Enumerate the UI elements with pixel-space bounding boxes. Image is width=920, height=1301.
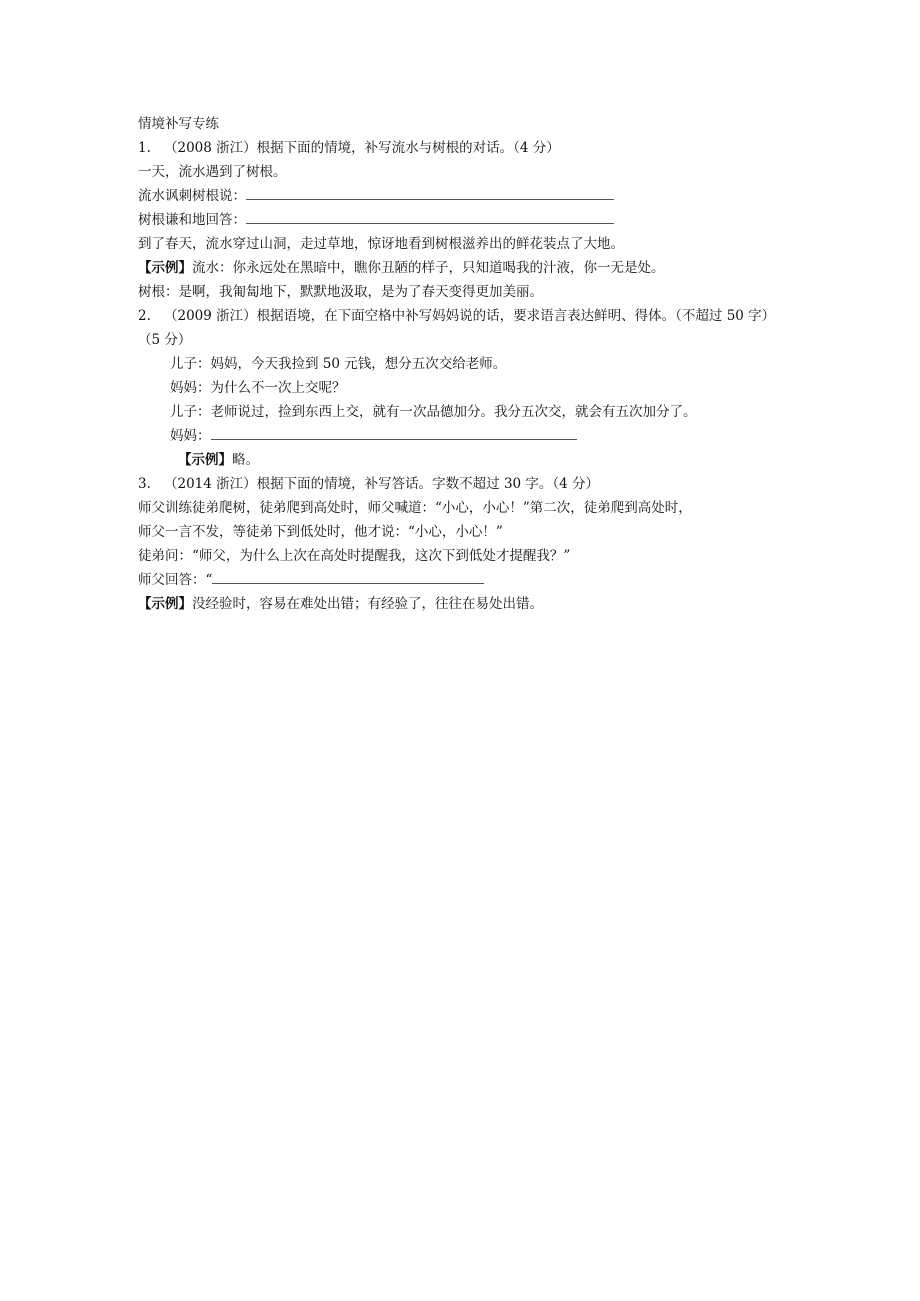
root-answer-blank[interactable]	[246, 209, 614, 224]
question-1-text: （2008 浙江）根据下面的情境，补写流水与树根的对话。（4 分）	[164, 140, 560, 156]
question-3-question: 徒弟问：“师父，为什么上次在高处时提醒我，这次下到低处才提醒我？”	[138, 548, 571, 564]
master-speaker-label: 师父回答：“	[138, 572, 213, 588]
mom-answer-blank[interactable]	[211, 425, 577, 440]
example-text: 略。	[232, 452, 259, 468]
water-speaker-label: 流水讽刺树根说：	[138, 188, 246, 204]
question-3-text: （2014 浙江）根据下面的情境，补写答话。字数不超过 30 字。（4 分）	[164, 476, 600, 492]
root-speaker-label: 树根谦和地回答：	[138, 212, 246, 228]
question-2-prompt	[138, 304, 788, 352]
question-1-number: 1.	[138, 140, 151, 156]
example-tag: 【示例】	[138, 260, 192, 276]
question-1-water-line	[138, 184, 788, 208]
question-3-context-2: 师父一言不发，等徒弟下到低处时，他才说：“小心，小心！”	[138, 524, 503, 540]
document-title: 情境补写专练	[138, 116, 219, 132]
question-1-context: 一天，流水遇到了树根。	[138, 164, 287, 180]
dialogue-mom-1: 妈妈：为什么不一次上交呢？	[170, 380, 346, 396]
question-3-example	[138, 592, 788, 616]
dialogue-son-1: 儿子：妈妈，今天我捡到 50 元钱，想分五次交给老师。	[170, 356, 507, 372]
master-answer-blank[interactable]	[212, 569, 484, 584]
question-1-prompt	[138, 136, 788, 160]
example-text: 没经验时，容易在难处出错；有经验了，往往在易处出错。	[192, 596, 543, 612]
question-3-number: 3.	[138, 476, 151, 492]
question-3-prompt	[138, 472, 788, 496]
example-tag: 【示例】	[138, 596, 192, 612]
question-2-text: （2009 浙江）根据语境，在下面空格中补写妈妈说的话，要求语言表达鲜明、得体。（不超过 50 字）（5 分）	[138, 308, 776, 348]
example-tag: 【示例】	[178, 452, 232, 468]
mom-speaker-label: 妈妈：	[170, 428, 211, 444]
question-1-root-line	[138, 208, 788, 232]
question-2-number: 2.	[138, 308, 151, 324]
water-answer-blank[interactable]	[246, 185, 614, 200]
dialogue-mom-2	[138, 424, 788, 448]
question-1-followup: 到了春天，流水穿过山洞，走过草地，惊讶地看到树根滋养出的鲜花装点了大地。	[138, 236, 624, 252]
question-3-context-1: 师父训练徒弟爬树，徒弟爬到高处时，师父喊道：“小心，小心！”第二次，徒弟爬到高处时，	[138, 500, 692, 516]
dialogue-son-2: 儿子：老师说过，捡到东西上交，就有一次品德加分。我分五次交，就会有五次加分了。	[170, 404, 697, 420]
question-1-example-water	[138, 256, 788, 280]
document-page	[138, 112, 788, 616]
question-1-example-root: 树根：是啊，我匍匐地下，默默地汲取，是为了春天变得更加美丽。	[138, 284, 543, 300]
question-2-example	[138, 448, 788, 472]
question-3-answer-line	[138, 568, 788, 592]
example-text: 流水：你永远处在黑暗中，瞧你丑陋的样子，只知道喝我的汁液，你一无是处。	[192, 260, 665, 276]
